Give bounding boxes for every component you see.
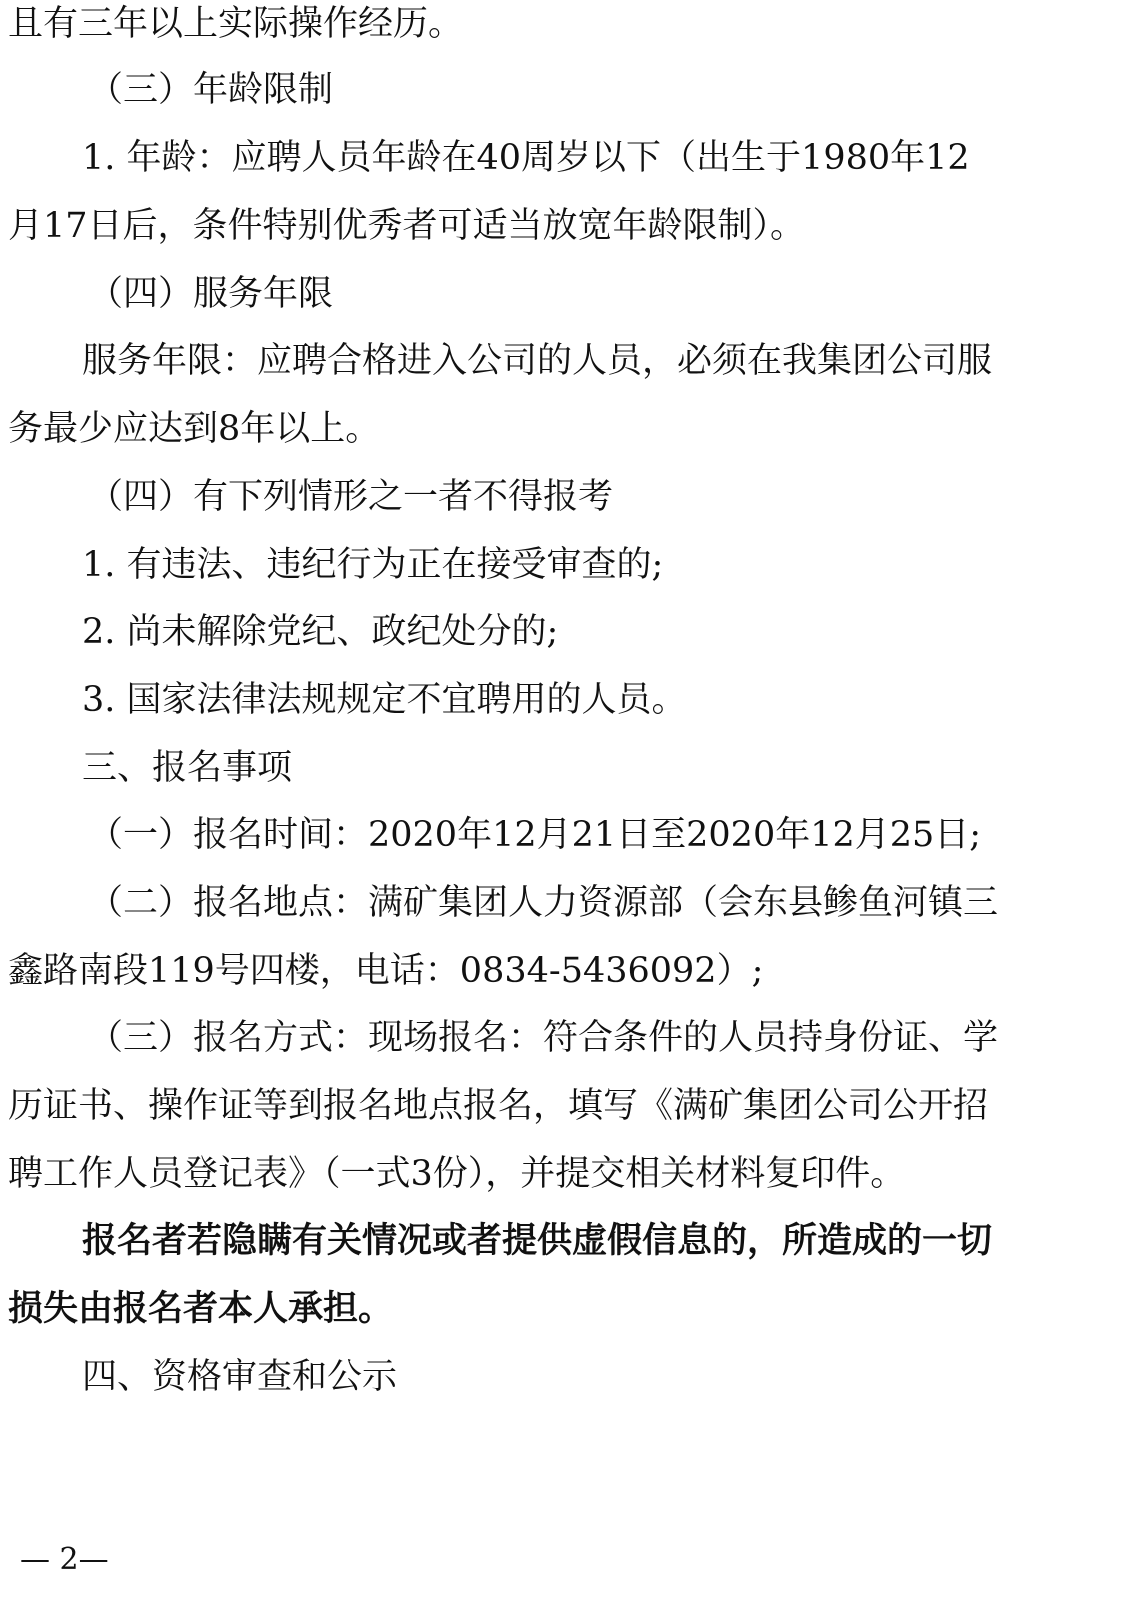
notice-line: 损失由报名者本人承担。 — [8, 1289, 394, 1329]
list-item: 1. 年龄：应聘人员年龄在40周岁以下（出生于1980年12 — [82, 138, 970, 178]
body-line: 且有三年以上实际操作经历。 — [8, 4, 464, 44]
body-line: 务最少应达到8年以上。 — [8, 409, 381, 449]
body-line: 服务年限：应聘合格进入公司的人员，必须在我集团公司服 — [82, 341, 993, 381]
list-item: 2. 尚未解除党纪、政纪处分的; — [82, 612, 559, 652]
body-line: 鑫路南段119号四楼，电话：0834-5436092）; — [8, 951, 764, 991]
body-line: （一）报名时间：2020年12月21日至2020年12月25日; — [88, 815, 982, 855]
section-heading: 三、报名事项 — [82, 748, 293, 788]
body-line: （二）报名地点：满矿集团人力资源部（会东县鲹鱼河镇三 — [88, 883, 999, 923]
body-line: 月17日后，条件特别优秀者可适当放宽年龄限制）。 — [8, 206, 806, 246]
body-line: 聘工作人员登记表》（一式3份），并提交相关材料复印件。 — [8, 1154, 906, 1194]
subsection-heading: （四）有下列情形之一者不得报考 — [88, 477, 614, 517]
subsection-heading: （四）服务年限 — [88, 274, 334, 314]
list-item: 3. 国家法律法规规定不宜聘用的人员。 — [82, 680, 687, 720]
page-number: — 2— — [20, 1542, 109, 1577]
section-heading: 四、资格审查和公示 — [82, 1357, 398, 1397]
body-line: （三）报名方式：现场报名：符合条件的人员持身份证、学 — [88, 1018, 999, 1058]
list-item: 1. 有违法、违纪行为正在接受审查的; — [82, 545, 664, 585]
body-line: 历证书、操作证等到报名地点报名，填写《满矿集团公司公开招 — [8, 1086, 989, 1126]
subsection-heading: （三）年龄限制 — [88, 70, 334, 110]
notice-line: 报名者若隐瞒有关情况或者提供虚假信息的，所造成的一切 — [82, 1221, 993, 1261]
